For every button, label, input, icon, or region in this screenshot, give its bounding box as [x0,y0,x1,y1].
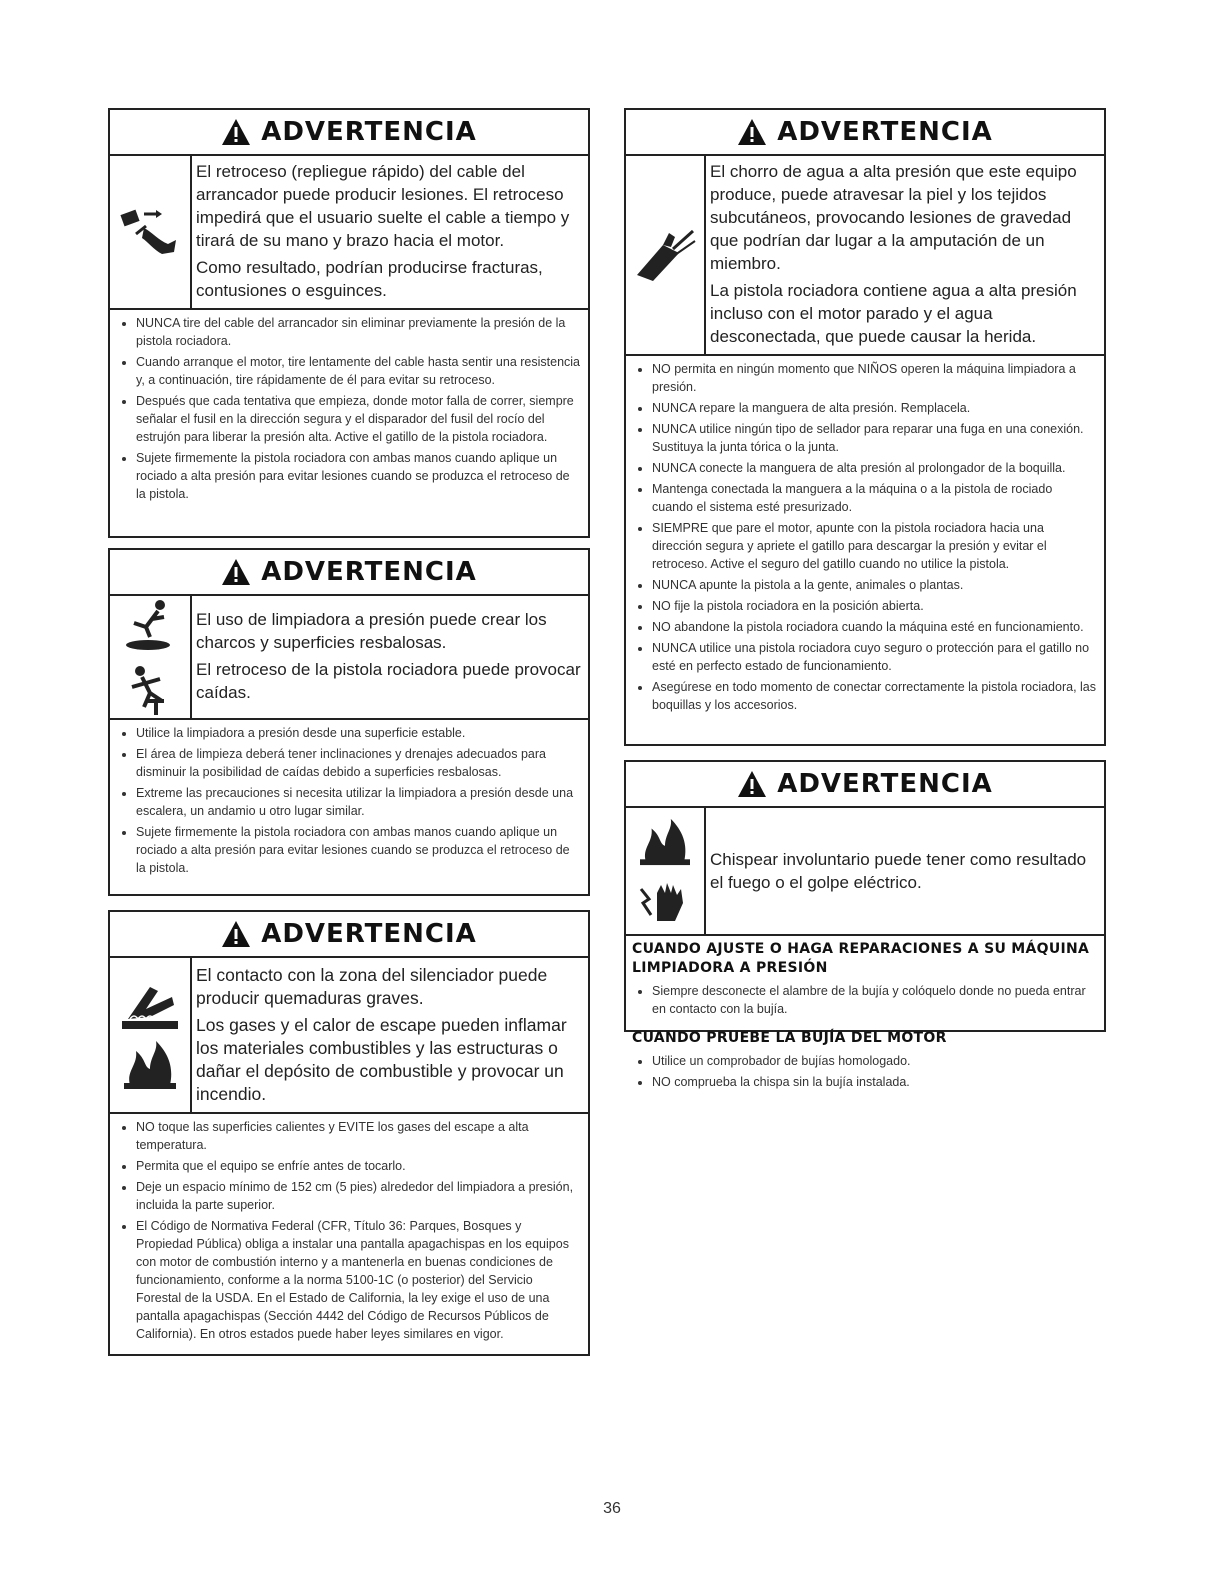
warning-header [626,110,1104,156]
warning-triangle-icon [737,770,767,798]
hazard-text: El retroceso (repliegue rápido) del cable del arrancador puede producir lesiones. El retroceso impedirá que el usuario suelte el cable a tiempo y tirará de su mano y brazo hacia el motor. [196,162,570,250]
page-number: 36 [603,1500,621,1517]
list-item: • Asegúrese en todo momento de conectar correctamente la pistola rociadora, las boquillas y los accesorios. [652,678,1096,714]
list-item: • El área de limpieza deberá tener inclinaciones y drenajes adecuados para disminuir la posibilidad de caídas debido a superficies resbalosas. [136,745,580,781]
list-item: • NO toque las superficies calientes y EVITE los gases del escape a alta temperatura. [136,1118,580,1154]
warning-triangle-icon [221,558,251,586]
list-item: • Deje un espacio mínimo de 152 cm (5 pies) alrededor del limpiadora a presión, incluida la parte superior. [136,1178,580,1214]
pictogram-panel [110,596,192,718]
falling-person-icon [120,661,180,717]
warning-header [110,912,588,958]
hazard-panel [626,156,1104,356]
electric-shock-hand-icon [635,875,695,925]
fire-icon [120,1039,180,1091]
list-item: • Utilice un comprobador de bujías homologado. [652,1052,1096,1070]
list-item: • Mantenga conectada la manguera a la máquina o a la pistola de rociado cuando el sistema esté presurizado. [652,480,1096,516]
list-item: • Extreme las precauciones si necesita utilizar la limpiadora a presión desde una escalera, un andamio u otro lugar similar. [136,784,580,820]
list-item: • Permita que el equipo se enfríe antes de tocarlo. [136,1157,580,1175]
list-item: • Después que cada tentativa que empieza, donde motor falla de correr, siempre señalar el fusil en la dirección segura y el disparador del fusil del rocío del estrujón para liberar la presión alta. Active el gatillo de la pistola rociadora. [136,392,580,446]
warning-box-high-pressure [624,108,1106,746]
warning-header [110,110,588,156]
warning-title: ADVERTENCIA [777,117,993,147]
warning-triangle-icon [221,118,251,146]
hazard-text: Los gases y el calor de escape pueden inflamar los materiales combustibles y las estructuras o dañar el depósito de combustible y provocar un incendio. [196,1015,567,1104]
list-item: • NUNCA tire del cable del arrancador sin eliminar previamente la presión de la pistola rociadora. [136,314,580,350]
warning-header [626,762,1104,808]
warning-header [110,550,588,596]
warning-title: ADVERTENCIA [261,557,477,587]
precaution-list [110,314,588,510]
hazard-text: El uso de limpiadora a presión puede crear los charcos y superficies resbalosas. [196,610,547,652]
warning-title: ADVERTENCIA [261,919,477,949]
fire-icon [635,817,695,867]
hot-surface-hand-icon [120,979,180,1031]
hazard-text: Como resultado, podrían producirse fracturas, contusiones o esguinces. [196,258,543,300]
list-item: • NO comprueba la chispa sin la bujía instalada. [652,1073,1096,1091]
warning-box-hot-surface [108,910,590,1356]
precaution-list [110,724,588,884]
injection-injury-icon [633,225,697,285]
section-subheading: CUANDO PRUEBE LA BUJÍA DEL MOTOR [632,1030,947,1046]
list-item: • El Código de Normativa Federal (CFR, Título 36: Parques, Bosques y Propiedad Pública) obliga a instalar una pantalla apagachispas en los equipos con motor de combustión interno y a mantenerla en buenas condiciones de funcionamiento, conforme a la norma 5100-1C (o posterior) del Servicio Forestal de la USDA. En el Estado de California, la ley exige el uso de una pantalla apagachispas (Sección 4442 del Código de Recursos Públicos de California). En otros estados puede haber leyes similares en vigor. [136,1217,580,1343]
precaution-list [110,1118,588,1350]
list-item: • Sujete firmemente la pistola rociadora con ambas manos cuando aplique un rociado a alta presión para evitar lesiones cuando se produzca el retroceso de la pistola. [136,823,580,877]
list-item: • Cuando arranque el motor, tire lentamente del cable hasta sentir una resistencia y, a continuación, tire rápidamente de él para evitar su retroceso. [136,353,580,389]
warning-title: ADVERTENCIA [777,769,993,799]
pictogram-panel [110,958,192,1112]
hazard-text: La pistola rociadora contiene agua a alta presión incluso con el motor parado y el agua desconectada, que puede causar la herida. [710,281,1077,346]
list-item: • Utilice la limpiadora a presión desde una superficie estable. [136,724,580,742]
list-item: • NUNCA apunte la pistola a la gente, animales o plantas. [652,576,1096,594]
hazard-text: El chorro de agua a alta presión que este equipo produce, puede atravesar la piel y los tejidos subcutáneos, provocando lesiones de gravedad que podrían dar lugar a la amputación de un miembro. [710,162,1077,273]
pictogram-panel [626,156,706,354]
hazard-text: Chispear involuntario puede tener como resultado el fuego o el golpe eléctrico. [710,850,1087,892]
hazard-text: El contacto con la zona del silenciador puede producir quemaduras graves. [196,965,548,1008]
list-item: • Sujete firmemente la pistola rociadora con ambas manos cuando aplique un rociado a alta presión para evitar lesiones cuando se produzca el retroceso de la pistola. [136,449,580,503]
list-item: • Siempre desconecte el alambre de la bujía y colóquelo donde no pueda entrar en contacto con la bujía. [652,982,1096,1018]
section-subheading: CUANDO AJUSTE O HAGA REPARACIONES A SU MÁQUINA LIMPIADORA A PRESIÓN [632,941,1090,976]
precaution-list [626,360,1104,721]
recoil-hand-icon [118,204,182,260]
list-item: • NO fije la pistola rociadora en la posición abierta. [652,597,1096,615]
list-item: • NUNCA conecte la manguera de alta presión al prolongador de la boquilla. [652,459,1096,477]
warning-triangle-icon [221,920,251,948]
list-item: • NUNCA utilice una pistola rociadora cuyo seguro o protección para el gatillo no esté en perfecto estado de funcionamiento. [652,639,1096,675]
warning-title: ADVERTENCIA [261,117,477,147]
hazard-panel [110,156,588,310]
hazard-panel [110,958,588,1114]
list-item: • NO abandone la pistola rociadora cuando la máquina esté en funcionamiento. [652,618,1096,636]
list-item: • NUNCA repare la manguera de alta presión. Remplacela. [652,399,1096,417]
list-item: • SIEMPRE que pare el motor, apunte con la pistola rociadora hacia una dirección segura y apriete el gatillo para descargar la presión y evitar el retroceso. Active el seguro del gatillo cuando no utilice la pistola. [652,519,1096,573]
pictogram-panel [626,808,706,934]
warning-box-spark [624,760,1106,1089]
warning-box-slip-fall [108,548,590,896]
hazard-panel [110,596,588,720]
pictogram-panel [110,156,192,308]
hazard-panel [626,808,1104,936]
hazard-text: El retroceso de la pistola rociadora puede provocar caídas. [196,660,581,702]
warning-triangle-icon [737,118,767,146]
precaution-list [626,982,1104,1025]
precaution-list [626,1052,1104,1098]
slipping-person-icon [120,597,180,653]
warning-box-starter-recoil [108,108,590,538]
list-item: • NUNCA utilice ningún tipo de sellador para reparar una fuga en una conexión. Sustituya la junta tórica o la junta. [652,420,1096,456]
list-item: • NO permita en ningún momento que NIÑOS operen la máquina limpiadora a presión. [652,360,1096,396]
